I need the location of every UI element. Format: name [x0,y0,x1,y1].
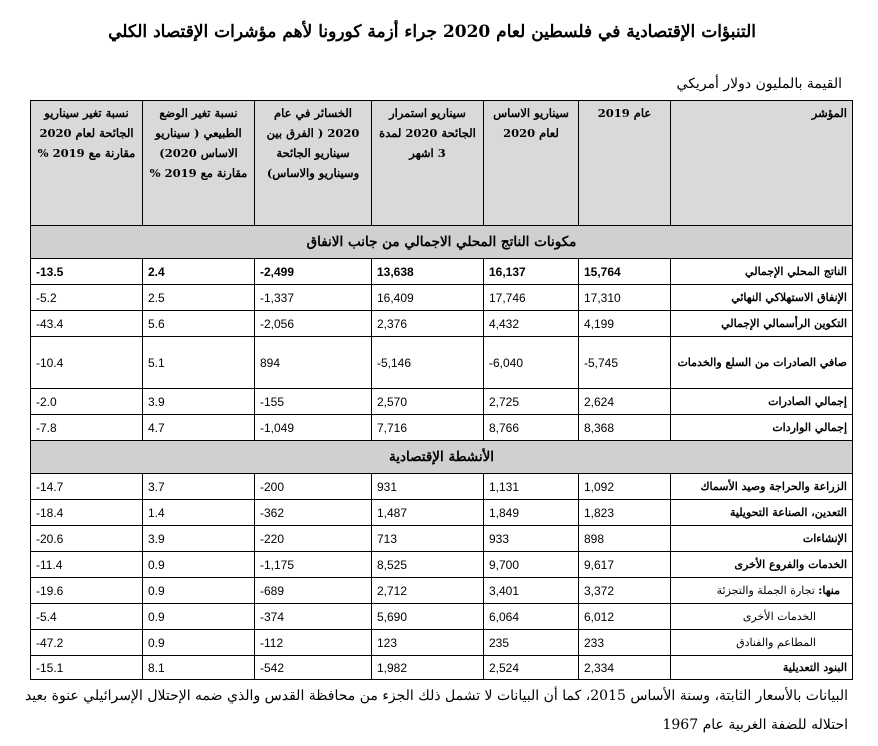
cell-base-2020: 6,064 [484,604,579,630]
table-row [31,604,853,630]
cell-base-2020: 1,131 [484,474,579,500]
cell-losses: -362 [255,500,372,526]
table-row [31,552,853,578]
header-row [31,101,853,226]
cell-pandemic-change: -11.4 [31,552,143,578]
cell-losses: -1,175 [255,552,372,578]
cell-pandemic-change: -14.7 [31,474,143,500]
header-base-2020: سيناريو الاساس لعام 2020 [484,101,579,226]
cell-base-change: 2.4 [143,259,255,285]
unit-label: القيمة بالمليون دولار أمريكي [676,76,842,92]
cell-pandemic-change: -5.4 [31,604,143,630]
row-indicator: الزراعة والحراجة وصيد الأسماك [671,474,853,500]
header-year-2019: عام 2019 [579,101,671,226]
cell-base-2020: -6,040 [484,337,579,389]
row-indicator: التكوين الرأسمالي الإجمالي [671,311,853,337]
cell-base-2020: 8,766 [484,415,579,441]
cell-base-change: 3.9 [143,526,255,552]
cell-pandemic-2020: 7,716 [372,415,484,441]
cell-pandemic-change: -10.4 [31,337,143,389]
cell-base-change: 0.9 [143,578,255,604]
cell-base-change: 5.6 [143,311,255,337]
section-title-expenditure: مكونات الناتج المحلي الاجمالي من جانب الانفاق [31,226,853,259]
table-row [31,311,853,337]
cell-base-change: 3.9 [143,389,255,415]
cell-losses: -220 [255,526,372,552]
cell-pandemic-change: -20.6 [31,526,143,552]
header-base-change: نسبة تغير الوضع الطبيعي ( سيناريو الاساس 2020) مقارنة مع 2019 % [143,101,255,226]
cell-pandemic-2020: 713 [372,526,484,552]
cell-base-change: 5.1 [143,337,255,389]
table-row [31,285,853,311]
cell-base-change: 2.5 [143,285,255,311]
cell-losses: -689 [255,578,372,604]
cell-pandemic-change: -7.8 [31,415,143,441]
cell-pandemic-2020: 13,638 [372,259,484,285]
cell-pandemic-2020: 931 [372,474,484,500]
row-indicator: إجمالي الواردات [671,415,853,441]
cell-losses: -112 [255,630,372,656]
cell-base-change: 1.4 [143,500,255,526]
row-indicator: البنود التعديلية [671,656,853,680]
cell-2019: -5,745 [579,337,671,389]
cell-base-2020: 17,746 [484,285,579,311]
table-row [31,578,853,604]
cell-base-2020: 4,432 [484,311,579,337]
cell-losses: -542 [255,656,372,680]
cell-losses: -200 [255,474,372,500]
cell-2019: 8,368 [579,415,671,441]
footnote: البيانات بالأسعار الثابتة، وسنة الأساس 2015، كما أن البيانات لا تشمل ذلك الجزء من محافظة القدس والذي ضمه الإحتلال الإسرائيلي عنوة بعيد احتلاله للضفة الغربية عام 1967 [24,688,848,733]
cell-losses: -2,056 [255,311,372,337]
cell-pandemic-2020: 1,487 [372,500,484,526]
row-indicator: الناتج المحلي الإجمالي [671,259,853,285]
table-row [31,500,853,526]
cell-losses: -2,499 [255,259,372,285]
row-indicator: الإنفاق الاستهلاكي النهائي [671,285,853,311]
cell-base-change: 0.9 [143,630,255,656]
cell-base-2020: 235 [484,630,579,656]
row-indicator: المطاعم والفنادق [671,630,853,656]
cell-base-2020: 3,401 [484,578,579,604]
cell-base-2020: 933 [484,526,579,552]
cell-pandemic-change: -2.0 [31,389,143,415]
cell-2019: 4,199 [579,311,671,337]
cell-2019: 6,012 [579,604,671,630]
cell-pandemic-change: -13.5 [31,259,143,285]
cell-pandemic-2020: 8,525 [372,552,484,578]
cell-pandemic-2020: 1,982 [372,656,484,680]
cell-2019: 3,372 [579,578,671,604]
cell-2019: 15,764 [579,259,671,285]
cell-base-2020: 2,524 [484,656,579,680]
section-row-activities [31,441,853,474]
table-row [31,656,853,680]
row-indicator: الخدمات الأخرى [671,604,853,630]
cell-base-change: 0.9 [143,552,255,578]
cell-2019: 233 [579,630,671,656]
table-row [31,526,853,552]
cell-base-change: 8.1 [143,656,255,680]
header-pandemic-2020: سيناريو استمرار الجائحة 2020 لمدة 3 اشهر [372,101,484,226]
cell-pandemic-change: -19.6 [31,578,143,604]
cell-2019: 9,617 [579,552,671,578]
table-row [31,415,853,441]
section-row-expenditure [31,226,853,259]
cell-pandemic-2020: 16,409 [372,285,484,311]
cell-base-2020: 9,700 [484,552,579,578]
cell-pandemic-2020: -5,146 [372,337,484,389]
forecast-table [30,100,853,680]
cell-base-change: 4.7 [143,415,255,441]
table-row [31,337,853,389]
row-indicator: إجمالي الصادرات [671,389,853,415]
cell-losses: -374 [255,604,372,630]
row-indicator: الإنشاءات [671,526,853,552]
cell-base-2020: 2,725 [484,389,579,415]
cell-pandemic-2020: 2,712 [372,578,484,604]
cell-2019: 2,334 [579,656,671,680]
cell-2019: 898 [579,526,671,552]
cell-2019: 1,823 [579,500,671,526]
cell-base-change: 0.9 [143,604,255,630]
row-indicator-lead: منها: [818,584,840,597]
page-title: التنبؤات الإقتصادية في فلسطين لعام 2020 جراء أزمة كورونا لأهم مؤشرات الإقتصاد الكلي [108,22,756,42]
cell-pandemic-2020: 2,570 [372,389,484,415]
header-indicator: المؤشر [671,101,853,226]
table-row [31,474,853,500]
cell-losses: 894 [255,337,372,389]
row-indicator: التعدين، الصناعة التحويلية [671,500,853,526]
cell-pandemic-change: -18.4 [31,500,143,526]
cell-2019: 17,310 [579,285,671,311]
cell-losses: -1,337 [255,285,372,311]
cell-pandemic-change: -15.1 [31,656,143,680]
cell-pandemic-2020: 2,376 [372,311,484,337]
table-row [31,389,853,415]
cell-pandemic-2020: 123 [372,630,484,656]
cell-losses: -155 [255,389,372,415]
cell-base-2020: 16,137 [484,259,579,285]
cell-base-2020: 1,849 [484,500,579,526]
cell-pandemic-2020: 5,690 [372,604,484,630]
cell-pandemic-change: -47.2 [31,630,143,656]
table-row [31,630,853,656]
table-row [31,259,853,285]
header-losses-2020: الخسائر في عام 2020 ( الفرق بين سيناريو الجائحة وسيناريو والاساس) [255,101,372,226]
cell-2019: 2,624 [579,389,671,415]
cell-pandemic-change: -5.2 [31,285,143,311]
cell-base-change: 3.7 [143,474,255,500]
row-indicator [671,578,853,604]
cell-pandemic-change: -43.4 [31,311,143,337]
cell-losses: -1,049 [255,415,372,441]
section-title-activities: الأنشطة الإقتصادية [31,441,853,474]
row-indicator-text: تجارة الجملة والتجزئة [716,584,815,597]
row-indicator: صافي الصادرات من السلع والخدمات [671,337,853,389]
cell-2019: 1,092 [579,474,671,500]
header-pandemic-change: نسبة تغير سيناريو الجائحة لعام 2020 مقارنة مع 2019 % [31,101,143,226]
row-indicator: الخدمات والفروع الأخرى [671,552,853,578]
